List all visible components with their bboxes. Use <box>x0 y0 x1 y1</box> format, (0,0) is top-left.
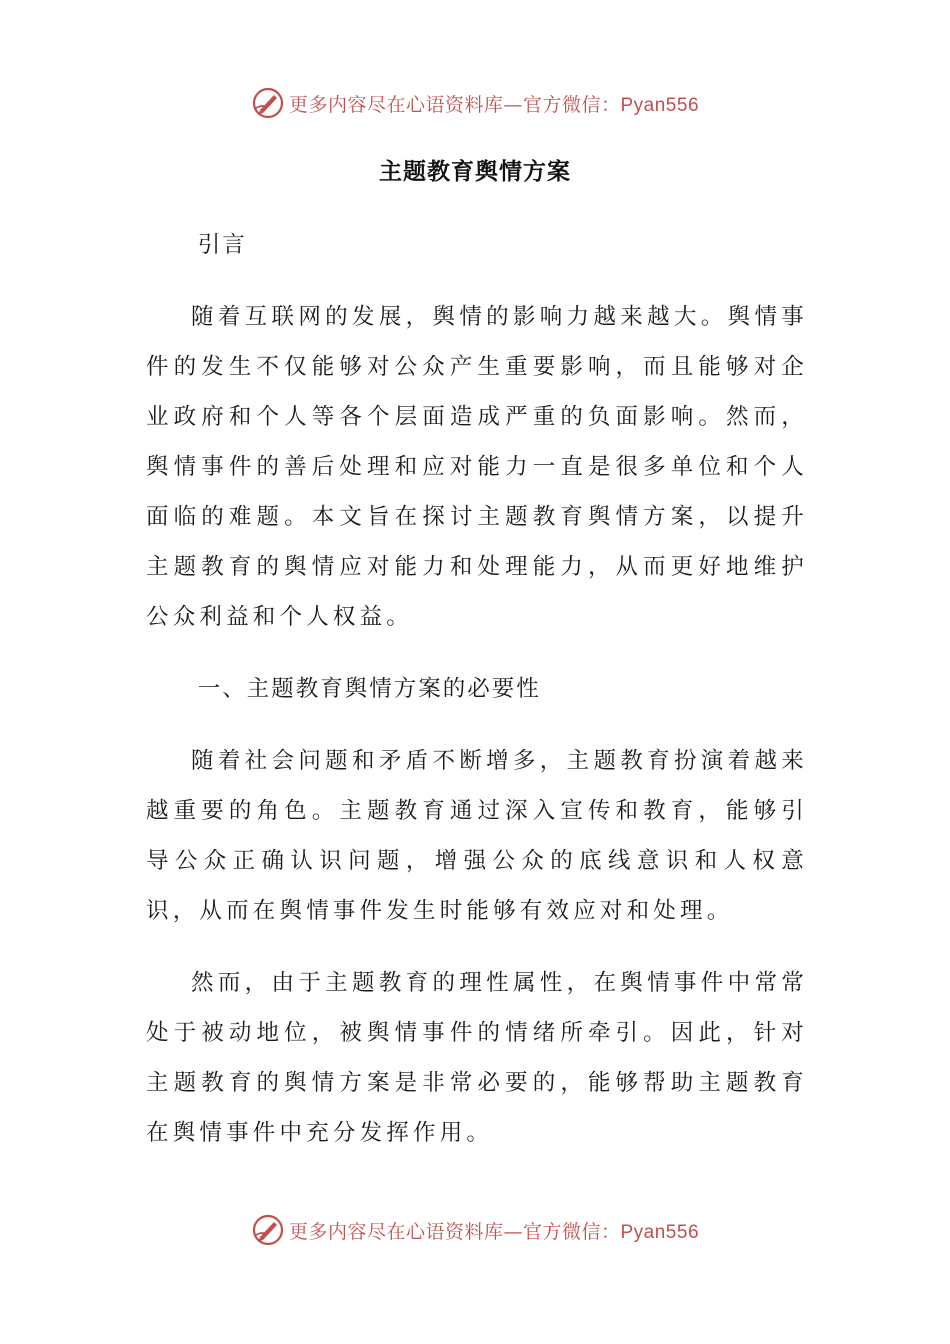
pen-logo-icon <box>251 86 285 120</box>
banner-slogan: 更多内容尽在心语资料库 <box>288 93 504 116</box>
banner-wechat-id: Pyan556 <box>620 1221 700 1243</box>
document-title: 主题教育舆情方案 <box>379 159 571 185</box>
banner-wechat-label: 官方微信： <box>522 1220 621 1243</box>
banner-wechat-id: Pyan556 <box>620 94 700 116</box>
paragraph-necessity-1: 随着社会问题和矛盾不断增多，主题教育扮演着越来越重要的角色。主题教育通过深入宣传和教育，能够引导公众正确认识问题，增强公众的底线意识和人权意识，从而在舆情事件发生时能够有效应对和处理。 <box>146 748 808 924</box>
header-banner <box>0 83 950 123</box>
banner-text <box>289 90 699 117</box>
banner-text <box>289 1217 699 1244</box>
banner-wechat-label: 官方微信： <box>522 93 621 116</box>
banner-separator: — <box>503 1220 523 1243</box>
footer-banner <box>0 1210 950 1250</box>
banner-slogan: 更多内容尽在心语资料库 <box>288 1220 504 1243</box>
section-heading-intro: 引言 <box>197 232 247 258</box>
pen-logo-icon <box>251 1213 285 1247</box>
paragraph-necessity-2: 然而，由于主题教育的理性属性，在舆情事件中常常处于被动地位，被舆情事件的情绪所牵引。因此，针对主题教育的舆情方案是非常必要的，能够帮助主题教育在舆情事件中充分发挥作用。 <box>146 970 808 1146</box>
paragraph-intro: 随着互联网的发展，舆情的影响力越来越大。舆情事件的发生不仅能够对公众产生重要影响，而且能够对企业政府和个人等各个层面造成严重的负面影响。然而，舆情事件的善后处理和应对能力一直是很多单位和个人面临的难题。本文旨在探讨主题教育舆情方案，以提升主题教育的舆情应对能力和处理能力，从而更好地维护公众利益和个人权益。 <box>146 304 808 630</box>
document-body <box>146 220 808 1180</box>
banner-separator: — <box>503 93 523 116</box>
section-heading-necessity: 一、主题教育舆情方案的必要性 <box>197 676 541 702</box>
